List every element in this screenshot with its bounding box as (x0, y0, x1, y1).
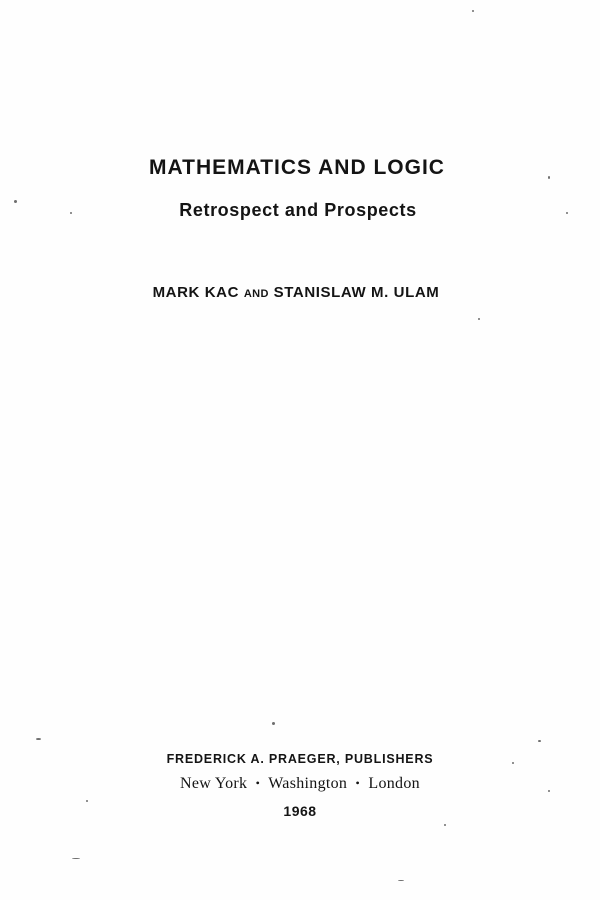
scan-speck (472, 10, 474, 12)
author-conjunction: AND (243, 288, 269, 300)
book-title: MATHEMATICS AND LOGIC (149, 156, 445, 179)
author-ulam: STANISLAW M. ULAM (273, 284, 440, 301)
scan-speck (72, 858, 80, 859)
publication-year: 1968 (283, 803, 317, 819)
place-separator-1: • (255, 776, 261, 790)
scan-speck (398, 880, 404, 881)
scan-speck (512, 762, 514, 764)
scan-speck (272, 722, 275, 725)
scan-speck (548, 790, 550, 792)
scan-speck (566, 212, 568, 214)
publisher-name: FREDERICK A. PRAEGER, PUBLISHERS (166, 752, 434, 766)
author-kac: MARK KAC (152, 284, 240, 301)
book-subtitle: Retrospect and Prospects (179, 200, 417, 220)
author-line (0, 284, 600, 301)
scan-speck (70, 212, 72, 214)
scan-speck (548, 176, 550, 179)
publisher-places (0, 775, 600, 793)
scan-speck (36, 738, 41, 740)
scan-speck (538, 740, 541, 742)
scan-speck (14, 200, 17, 203)
place-washington: Washington (268, 775, 348, 792)
scan-speck (86, 800, 88, 802)
place-new-york: New York (180, 775, 248, 792)
scan-speck (478, 318, 480, 320)
place-london: London (368, 775, 420, 792)
place-separator-2: • (355, 776, 361, 790)
scan-speck (444, 824, 446, 826)
